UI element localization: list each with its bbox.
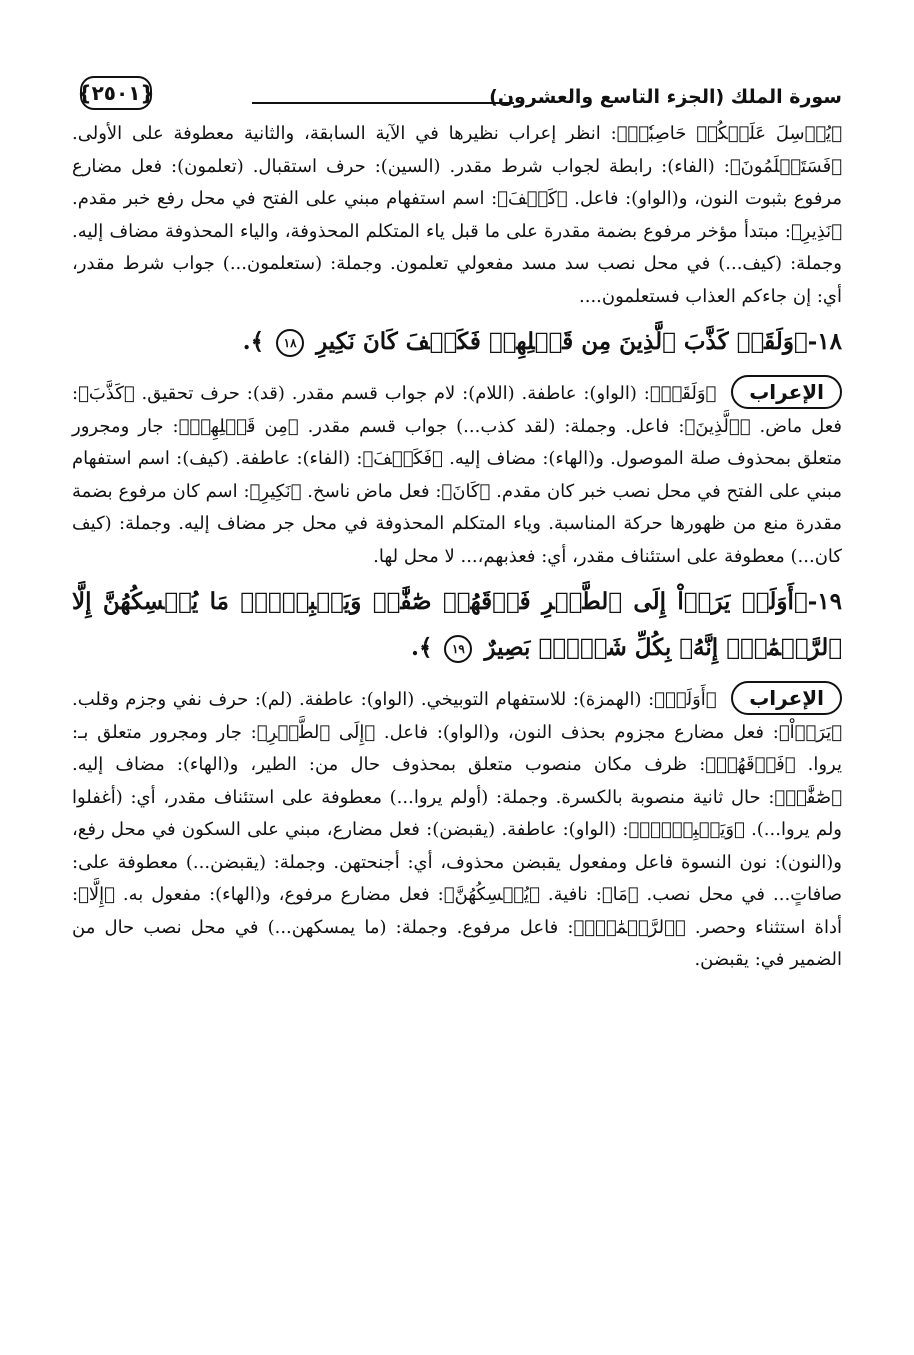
verse-19-close: ﴾. <box>410 634 433 661</box>
irab-19-paragraph <box>72 681 842 977</box>
verse-18 <box>72 319 842 365</box>
page <box>72 62 842 1355</box>
page-body <box>72 118 842 977</box>
ayah-number-19: ١٩ <box>444 635 472 663</box>
verse-19-text: ١٩-﴿أَوَلَمۡ يَرَوۡاْ إِلَى ٱلطَّيۡرِ فَوۡقَهُمۡ صَٰٓفَّٰتٖ وَيَقۡبِضۡنَۚ مَا يُمۡسِكُهُنَّ إِلَّا ٱلرَّحۡمَٰنُۚ إِنَّهُۥ بِكُلِّ شَيۡءِۢ بَصِيرٌ <box>72 588 842 661</box>
header-rule <box>252 102 514 104</box>
verse-18-text: ١٨-﴿وَلَقَدۡ كَذَّبَ ٱلَّذِينَ مِن قَبۡلِهِمۡ فَكَيۡفَ كَانَ نَكِيرِ <box>316 328 842 355</box>
intro-paragraph: ﴿يُرۡسِلَ عَلَيۡكُمۡ حَاصِبٗاۖ﴾: انظر إعراب نظيرها في الآية السابقة، والثانية معطوفة على الأولى. ﴿فَسَتَعۡلَمُونَ﴾: (الفاء): رابطة لجواب شرط مقدر. (السين): حرف استقبال. (تعلمون): فعل مضارع مرفوع بثبوت النون، و(الواو): فاعل. ﴿كَيۡفَ﴾: اسم استفهام مبني على الفتح في محل رفع خبر مقدم. ﴿نَذِيرِ﴾: مبتدأ مؤخر مرفوع بضمة مقدرة على ما قبل ياء المتكلم المحذوفة، والياء المحذوفة مضاف إليه. وجملة: (كيف...) في محل نصب سد مسد مفعولي تعلمون. وجملة: (ستعلمون...) جواب شرط مقدر، أي: إن جاءكم العذاب فستعلمون.... <box>72 123 842 307</box>
verse-19 <box>72 579 842 671</box>
verse-18-close: ﴾. <box>242 328 265 355</box>
irab-19-text: ﴿أَوَلَمۡ﴾: (الهمزة): للاستفهام التوبيخي. (الواو): عاطفة. (لم): حرف نفي وجزم وقلب. ﴿يَرَوۡاْ﴾: فعل مضارع مجزوم بحذف النون، و(الواو): فاعل. ﴿إِلَى ٱلطَّيۡرِ﴾: جار ومجرور متعلق بـ: يروا. ﴿فَوۡقَهُمۡ﴾: ظرف مكان منصوب متعلق بمحذوف حال من: الطير، و(الهاء): مضاف إليه. ﴿صَٰٓفَّٰتٖ﴾: حال ثانية منصوبة بالكسرة. وجملة: (أولم يروا...) معطوفة على استئناف مقدر، أي: (أغفلوا ولم يروا...). ﴿وَيَقۡبِضۡنَۚ﴾: (الواو): عاطفة. (يقبضن): فعل مضارع، مبني على السكون في محل رفع، و(النون): نون النسوة فاعل ومفعول يقبضن محذوف، أي: أجنحتهن. وجملة: (يقبضن...) معطوفة على: صافاتٍ... في محل نصب. ﴿مَا﴾: نافية. ﴿يُمۡسِكُهُنَّ﴾: فعل مضارع مرفوع، و(الهاء): مفعول به. ﴿إِلَّا﴾: أداة استثناء وحصر. ﴿ٱلرَّحۡمَٰنُۚ﴾: فاعل مرفوع. وجملة: (ما يمسكهن...) في محل نصب حال من الضمير في: يقبضن. <box>72 689 842 970</box>
irab-18-text: ﴿وَلَقَدۡ﴾: (الواو): عاطفة. (اللام): لام جواب قسم مقدر. (قد): حرف تحقيق. ﴿كَذَّبَ﴾: فعل ماض. ﴿ٱلَّذِينَ﴾: فاعل. وجملة: (لقد كذب...) جواب قسم مقدر. ﴿مِن قَبۡلِهِمۡ﴾: جار ومجرور متعلق بمحذوف صلة الموصول. و(الهاء): مضاف إليه. ﴿فَكَيۡفَ﴾: (الفاء): عاطفة. (كيف): اسم استفهام مبني على الفتح في محل نصب خبر كان مقدم. ﴿كَانَ﴾: فعل ماض ناسخ. ﴿نَكِيرِ﴾: اسم كان مرفوع بضمة مقدرة منع من ظهورها حركة المناسبة. وياء المتكلم المحذوفة في محل جر مضاف إليه. وجملة: (كيف كان...) معطوفة على استئناف مقدر، أي: فعذبهم،... لا محل لها. <box>72 383 843 567</box>
page-number: {٢٥٠١} <box>80 76 152 110</box>
page-header <box>72 62 842 118</box>
irab-badge: الإعراب <box>731 375 842 409</box>
irab-18-paragraph <box>72 375 842 573</box>
surah-title: سورة الملك (الجزء التاسع والعشرون) <box>489 86 842 108</box>
irab-badge: الإعراب <box>731 681 842 715</box>
ayah-number-18: ١٨ <box>276 329 304 357</box>
